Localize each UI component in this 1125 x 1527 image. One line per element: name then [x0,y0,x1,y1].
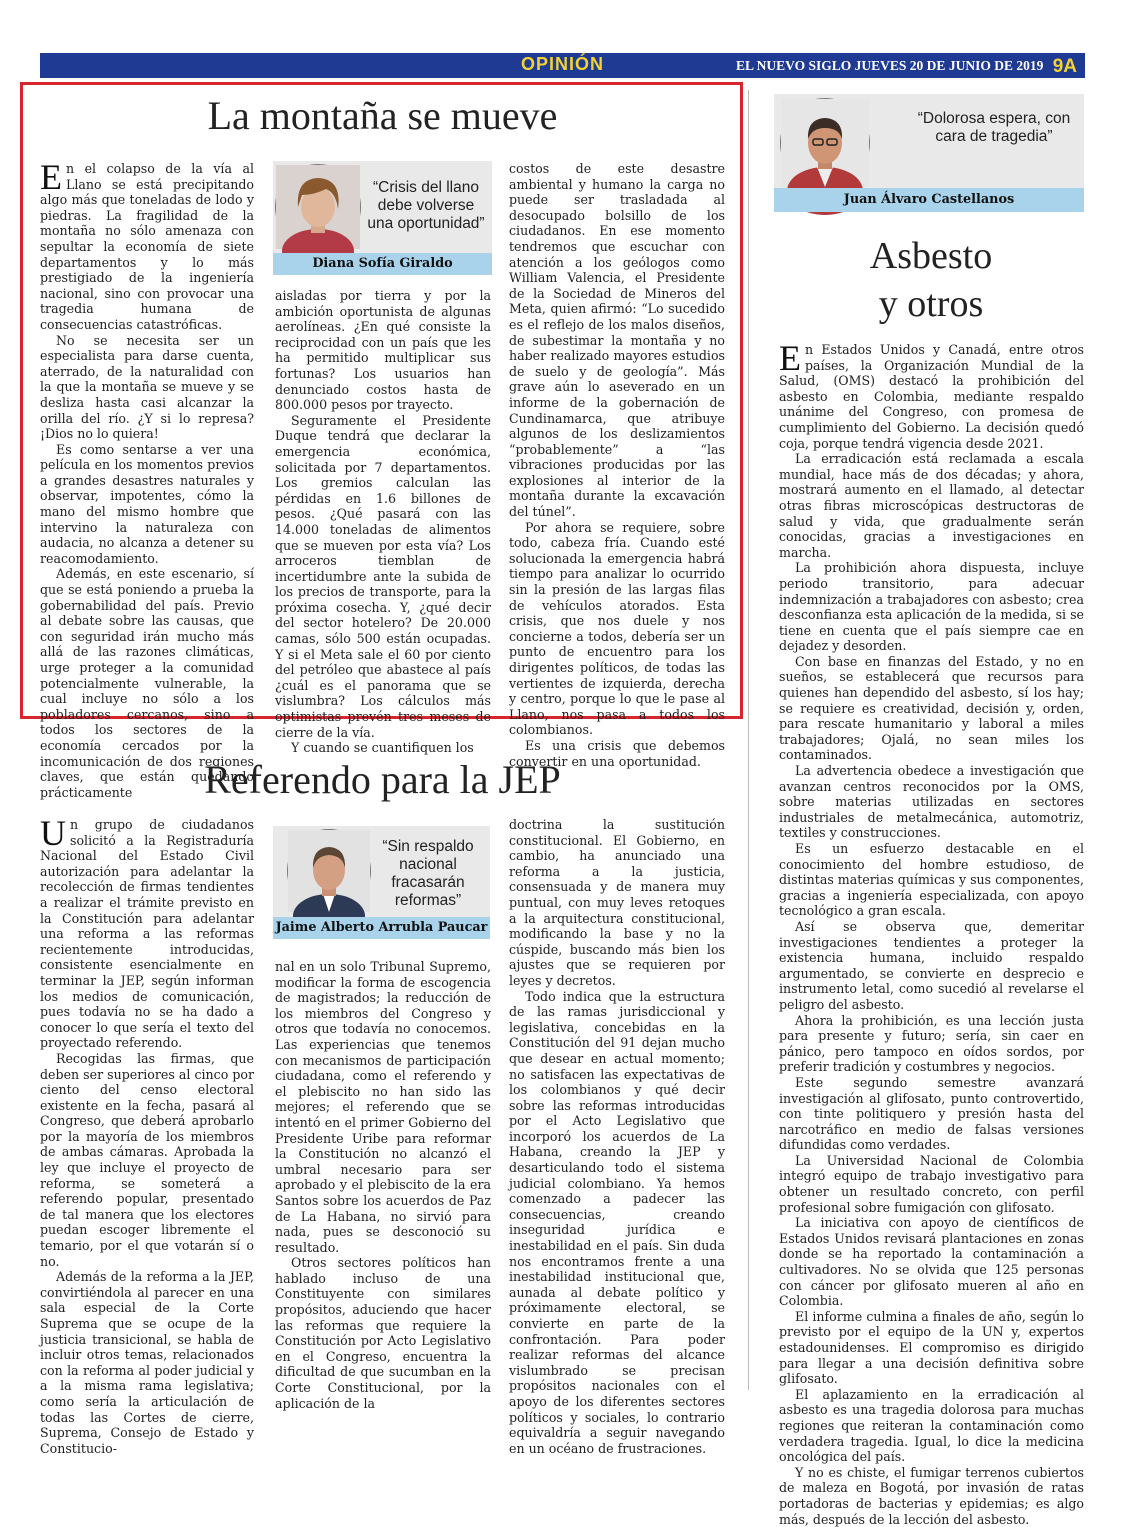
paragraph: doctrina la sustitución constitucional. El Gobierno, en cambio, ha anunciado una reforma a la justicia, consensuada y de manera muy puntual, con muy leves retoques a la arquitectura constitucional, modificando la base y no la cúspide, buscando más bien los ajustes que se requieren por leyes y decretos. [509,817,725,988]
issue-date: JUEVES 20 DE JUNIO DE 2019 [854,58,1044,73]
paragraph-text: n el colapso de la vía al Llano se está precipitando algo más que toneladas de lodo y piedras. La fragilidad de la montaña no sólo amenaza con sepultar la economía de siete departamentos y lo más prestigiado de la ingeniería nacional, sino con provocar una tragedia humana de consecuencias catastróficas. [40,161,254,332]
article1-column-2 [275,288,491,756]
paragraph: Y no es chiste, el fumigar terrenos cubiertos de maleza en Bogotá, por invasión de ratas portadoras de bacterias y epidemias; es algo más, después de la lección del asbesto. [779,1464,1084,1527]
columnist-photo [780,98,870,188]
paragraph: El informe culmina a finales de año, según lo previsto por el equipo de la UN y, expertos estadounidenses. El compromiso es dirigido para llegar a una decisión definitiva sobre glifosato. [779,1308,1084,1387]
masthead-info [736,56,1077,78]
drop-cap: E [779,338,801,378]
paragraph: costos de este desastre ambiental y humano la carga no puede ser trasladada al desocupado bolsillo de los ciudadanos. En ese momento tendremos que escuchar con atención a los geólogos como William Valencia, el Presidente de la Sociedad de Mineros del Meta, quien afirmó: “Lo sucedido es el reflejo de los malos diseños, de subestimar la montaña y no haber realizado mayores estudios de suelo y de geología”. Más grave aún lo aseverado en un informe de la gobernación de Cundinamarca, que atribuye algunos de los deslizamientos “probablemente” a “las vibraciones producidas por las explosiones al interior de la montaña durante la excavación del túnel”. [509,161,725,520]
paragraph: Este segundo semestre avanzará investigación al glifosato, punto controvertido, con tinte politiquero y presión hasta del narcotráfico en medio de falsas versiones difundidas como verdades. [779,1074,1084,1153]
column-divider [748,90,749,1390]
article-title-montana: La montaña se mueve [207,93,558,138]
columnist-box-giraldo [273,161,492,275]
page-number: 9A [1052,56,1077,77]
pull-quote: “Dolorosa espera, con cara de tragedia” [917,110,1071,145]
columnist-name: Diana Sofía Giraldo [273,253,492,275]
columnist-box-arrubla [273,826,490,939]
article3-column [779,338,1085,1527]
columnist-box-castellanos [774,94,1084,212]
paragraph [40,813,254,1051]
paragraph: Además de la reforma a la JEP, convirtiéndola al parecer en una sala especial de la Corte Suprema que se ocupe de la justicia transicional, se habla de incluir otros temas, relacionados con la reforma al poder judicial y a la misma rama legislativa; como sería la articulación de todas las Cortes de cierre, Suprema, Consejo de Estado y Constitucio- [40,1269,254,1456]
masthead-bar [40,53,1085,78]
paragraph: Además, en este escenario, sí que se está poniendo a prueba la gobernabilidad del país. Previo al debate sobre las causas, que con seguridad irán mucho más allá de las razones climáticas, urge proteger a la comunidad potencialmente vulnerable, la cual incluye no sólo a los pobladores cercanos, sino a todos los sectores de la economía cercados por la incomunicación de dos regiones claves, que están quedando prácticamente [40,566,254,800]
paragraph: Ahora la prohibición, es una lección justa para presente y futuro; sería, sin caer en pánico, pero tampoco en oídos sordos, por preferir tradición y costumbres y negocios. [779,1012,1084,1075]
newspaper-name: EL NUEVO SIGLO [736,58,852,73]
paragraph: No se necesita ser un especialista para darse cuenta, aterrado, de la naturalidad con la que la montaña se mueve y se desliza hasta casi alcanzar la orilla del río. ¿Y si lo represa? ¡Dios no lo quiera! [40,332,254,442]
paragraph: Es un esfuerzo destacable en el conocimiento del hombre estudioso, de distintas materias químicas y sus componentes, gracias a ingeniería especializada, con apoyo tecnológico a gran escala. [779,841,1085,919]
paragraph: Es una crisis que debemos convertir en una oportunidad. [509,737,725,769]
paragraph: Así se observa que, demeritar investigaciones tendientes a proteger la existencia humana, incluido respaldo argumentado, se convierte en desprecio e instrumento letal, como sucedió al revelarse el peligro del asbesto. [779,918,1084,1012]
paragraph: La advertencia obedece a investigación que avanzan centros reconocidos por la OMS, sobre materias utilizadas en sectores industriales de metalmecánica, automotriz, textiles y construcciones. [779,763,1084,841]
paragraph: Por ahora se requiere, sobre todo, cabeza fría. Cuando esté solucionada la emergencia habrá tiempo para analizar lo ocurrido sin la presión de las largas filas de vehículos atorados. Esta crisis, que nos duele y nos concierne a todos, debería ser un punto de encuentro para los dirigentes políticos, de todas las vertientes de izquierda, derecha y centro, porque lo que le pase al Llano, nos pasa a todos los colombianos. [509,519,725,738]
paragraph: La erradicación está reclamada a escala mundial, hace más de dos décadas; y ahora, mostrará aumento en el llamado, al detectar otras fibras microscópicas destructoras de salud y vida, que gradualmente serán conocidas, gracias a investigaciones en marcha. [779,451,1084,560]
drop-cap: E [40,157,62,197]
paragraph: Con base en finanzas del Estado, y no en sueños, se establecerá que recursos para quienes han dependido del asbesto, sí los hay; se requiere es creatividad, decisión y, orden, para rescate humanitario y laboral a miles trabajadores; Ojalá, no sean miles los contaminados. [779,653,1084,763]
article1-column-3 [509,161,725,769]
paragraph: Es como sentarse a ver una película en los momentos previos a grandes desastres naturales y observar, impotentes, cómo la mano del mismo hombre que intervino la naturaleza con audacia, no alcanza a detener su reacomodamiento. [40,441,254,566]
paragraph: La Universidad Nacional de Colombia integró equipo de trabajo investigativo para obtener un resultado concreto, con perfil profesional sobre fumigación con glifosato. [779,1152,1084,1215]
columnist-name: Jaime Alberto Arrubla Paucar [273,917,490,939]
columnist-photo [287,829,371,913]
paragraph: Seguramente el Presidente Duque tendrá que declarar la emergencia económica, solicitada por 7 departamentos. Los gremios calculan las pérdidas en 1.6 billones de pesos. ¿Qué pasará con las 14.000 toneladas de alimentos que se mueven por esta vía? Los arroceros tiemblan de incertidumbre ante la subida de los precios de transporte, para la próxima cosecha. Y, ¿qué decir del sector hotelero? De 20.000 camas, sólo 500 están ocupadas. Y si el Meta sale el 60 por ciento del petróleo que abastece al país ¿cuál es el panorama que se vislumbra? Los cálculos más optimistas prevén tres meses de cierre de la vía. [275,412,491,740]
title-line: y otros [878,283,984,325]
paragraph-text: n Estados Unidos y Canadá, entre otros países, la Organización Mundial de la Salud, (OMS) destacó la prohibición del asbesto en Colombia, mediante respaldo unánime del Congreso, con promesa de cumplimiento del Gobierno. La decisión quedó coja, porque tendrá vigencia desde 2021. [779,342,1084,451]
columnist-name: Juan Álvaro Castellanos [774,188,1084,212]
paragraph: aisladas por tierra y por la ambición oportunista de algunas aerolíneas. ¿En qué consiste la reciprocidad con un país que les ha permitido multiplicar sus fortunas? Los usuarios han denunciado costos hasta de 800.000 pesos por trayecto. [275,288,491,413]
paragraph: El aplazamiento en la erradicación al asbesto es una tragedia dolorosa para muchas regiones que reiteran la contaminación como verdadera tragedia. Igual, lo dice la medicina oncológica del país. [779,1386,1084,1465]
paragraph: Todo indica que la estructura de las ramas jurisdiccional y legislativa, concebidas en la Constitución del 91 dejan mucho que desear en actual momento; no satisfacen las expectativas de los colombianos y qué decir sobre las reformas introducidas por el Acto Legislativo que incorporó los acuerdos de La Habana, creando la JEP y desarticulando todo el sistema judicial colombiano. Ya hemos comenzado a padecer las consecuencias, creando inseguridad jurídica e inestabilidad en el país. Sin duda nos encontramos frente a una inestabilidad institucional que, aunada al debate político y próximamente electoral, se convierte en parte de la confrontación. Para poder realizar reformas del alcance vislumbrado se precisan propósitos nacionales con el apoyo de los diferentes sectores políticos y sociales, lo contrario equivaldría a seguir navegando en un océano de frustraciones. [509,988,725,1456]
pull-quote: “Sin respaldo nacional fracasarán reformas” [382,838,474,909]
article2-column-2 [275,959,491,1411]
title-line: Asbesto [869,235,993,277]
section-title: OPINIÓN [520,54,604,74]
paragraph-text: n grupo de ciudadanos solicitó a la Registraduría Nacional del Estado Civil autorización para adelantar la recolección de firmas tendientes a realizar el trámite previsto en la Constitución para adelantar una reforma a las reformas recientemente introducidas, consistente esencialmente en terminar la JEP, según informan los medios de comunicación, pues todavía no se ha dado a conocer lo que sería el texto del proyectado referendo. [40,817,254,1051]
article-title-asbesto [780,232,1082,328]
paragraph [779,338,1084,451]
columnist-photo [275,164,361,250]
drop-cap: U [40,813,66,853]
paragraph: La iniciativa con apoyo de científicos de Estados Unidos revisará plantaciones en zonas donde se ha reportado la contaminación a cultivadores. No se olvida que 125 personas con cáncer por glifosato mueren al año en Colombia. [779,1215,1084,1309]
paragraph: nal en un solo Tribunal Supremo, modificar la forma de escogencia de magistrados; la reducción de los miembros del Congreso y otros que todavía no conocemos. Las experiencias que tenemos con mecanismos de participación ciudadana, como el referendo y el plebiscito no han sido las mejores; el referendo que se intentó en el primer Gobierno del Presidente Uribe para reformar la Constitución no alcanzó el umbral necesario para ser aprobado y el plebiscito de la era Santos sobre los acuerdos de Paz de La Habana, no sirvió para nada, pues se desconoció su resultado. [275,959,491,1255]
article-title-referendo: Referendo para la JEP [204,757,561,802]
paragraph: Y cuando se cuantifiquen los [291,740,474,756]
paragraph [40,157,254,333]
paragraph: Otros sectores políticos han hablado incluso de una Constituyente con similares propósitos, aduciendo que hacer las reformas que requiere la Constitución por Acto Legislativo en el Congreso, encuentra la dificultad de que sucumban en la Corte Constitucional, por la aplicación de la [275,1255,491,1411]
paragraph: La prohibición ahora dispuesta, incluye periodo transitorio, para adecuar indemnización a trabajadores con asbesto; crea desconfianza esta aplicación de la medida, si se tiene en cuenta que el país siempre cae en dejadez y desorden. [779,560,1084,654]
article2-column-1 [40,813,254,1456]
article1-column-1 [40,157,254,800]
paragraph: Recogidas las firmas, que deben ser superiores al cinco por ciento del censo electoral existente en la fecha, pasará al Congreso, que deberá aprobarlo por la mayoría de los miembros de ambas cámaras. Aprobada la ley que incluye el proyecto de reforma, se someterá a referendo popular, presentado de tal manera que los electores puedan escoger libremente el temario, por el que votarán sí o no. [40,1050,254,1269]
article2-column-3 [509,817,725,1456]
pull-quote: “Crisis del llano debe volverse una oportunidad” [367,179,485,232]
